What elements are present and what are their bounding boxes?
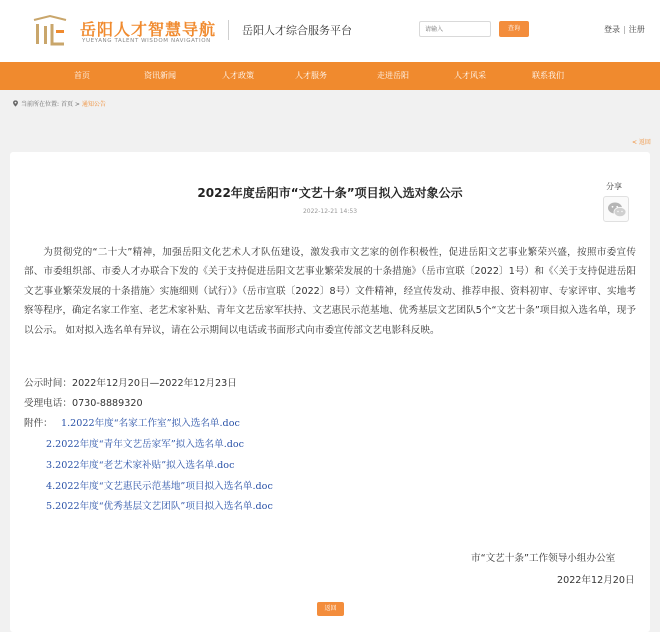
attachment-link[interactable]: 5.2022年度“优秀基层文艺团队”项目拟入选名单.doc xyxy=(46,501,273,512)
article-body: 为贯彻党的“二十大”精神，加强岳阳文化艺术人才队伍建设，激发我市文艺家的创作积极性，促进岳阳文艺事业繁荣兴盛，按照市委宣传部、市委组织部、市委人才办联合下发的《关于支持促进岳阳文艺事业繁荣发展的十条措施》（岳市宣联〔2022〕1号）和《〈关于支持促进岳阳文艺事业繁荣发展的十条措施〉实施细则（试行）》（岳市宣联〔2022〕8号）文件精神，经宣传发动、推荐申报、资料初审、专家评审、实地考察等程序，确定名家工作室、老艺术家补贴、青年文艺岳家军扶持、文艺惠民示范基地、优秀基层文艺团队5个“文艺十条”项目拟入选名单，现予以公示。 如对拟入选名单有异议，请在公示期间以电话或书面形式向市委宣传部文艺电影科反映。 xyxy=(24,247,636,336)
nav-item-talent-style[interactable]: 人才风采 xyxy=(454,71,486,80)
register-link[interactable]: 注册 xyxy=(628,25,645,34)
nav-item-news[interactable]: 资讯新闻 xyxy=(144,71,176,80)
location-pin-icon xyxy=(12,100,19,107)
attachment-link[interactable]: 3.2022年度“老艺术家补贴”拟入选名单.doc xyxy=(46,460,235,471)
return-button[interactable]: 返回 xyxy=(317,602,344,616)
nav-item-yueyang[interactable]: 走进岳阳 xyxy=(377,71,409,80)
site-header xyxy=(0,0,660,62)
nav-item-contact[interactable]: 联系我们 xyxy=(532,71,564,80)
nav-item-policy[interactable]: 人才政策 xyxy=(222,71,254,80)
header-divider xyxy=(228,20,229,40)
breadcrumb xyxy=(12,99,106,108)
attachment-link[interactable]: 2.2022年度“青年文艺岳家军”拟入选名单.doc xyxy=(46,439,245,450)
platform-name: 岳阳人才综合服务平台 xyxy=(242,24,352,37)
nav-item-home[interactable]: 首页 xyxy=(74,71,90,80)
share-label: 分享 xyxy=(606,182,622,191)
breadcrumb-arrow: > xyxy=(74,101,80,108)
logo-subtitle: YUEYANG TALENT WISDOM NAVIGATION xyxy=(82,38,211,44)
wechat-icon xyxy=(607,201,627,219)
search-input[interactable] xyxy=(419,21,491,37)
signer: 市“文艺十条”工作领导小组办公室 xyxy=(471,553,616,564)
contact-phone: 受理电话：0730-8889320 xyxy=(24,398,143,409)
breadcrumb-current[interactable]: 通知公告 xyxy=(81,101,106,108)
attachments-label: 附件： xyxy=(24,418,53,429)
attachment-link[interactable]: 4.2022年度“文艺惠民示范基地”项目拟入选名单.doc xyxy=(46,481,273,492)
sign-date: 2022年12月20日 xyxy=(557,575,635,586)
auth-separator: | xyxy=(623,25,626,34)
article-date: 2022-12-21 14:53 xyxy=(302,208,358,215)
search-button[interactable]: 查询 xyxy=(499,21,529,37)
nav-item-service[interactable]: 人才服务 xyxy=(295,71,327,80)
logo-title: 岳阳人才智慧导航 xyxy=(80,20,217,39)
auth-links xyxy=(604,24,645,35)
main-nav xyxy=(0,62,660,90)
attachment-link[interactable]: 1.2022年度“名家工作室”拟入选名单.doc xyxy=(61,418,240,429)
logo-mark-icon xyxy=(30,12,70,50)
breadcrumb-label: 当前所在位置: xyxy=(21,101,60,108)
publicity-period: 公示时间：2022年12月20日—2022年12月23日 xyxy=(24,378,237,389)
article-title: 2022年度岳阳市“文艺十条”项目拟入选对象公示 xyxy=(197,186,463,200)
login-link[interactable]: 登录 xyxy=(604,25,620,34)
wechat-share-button[interactable] xyxy=(603,196,629,222)
breadcrumb-home[interactable]: 首页 xyxy=(60,101,73,108)
site-logo[interactable] xyxy=(30,12,220,50)
back-link[interactable]: < 返回 xyxy=(632,139,651,146)
